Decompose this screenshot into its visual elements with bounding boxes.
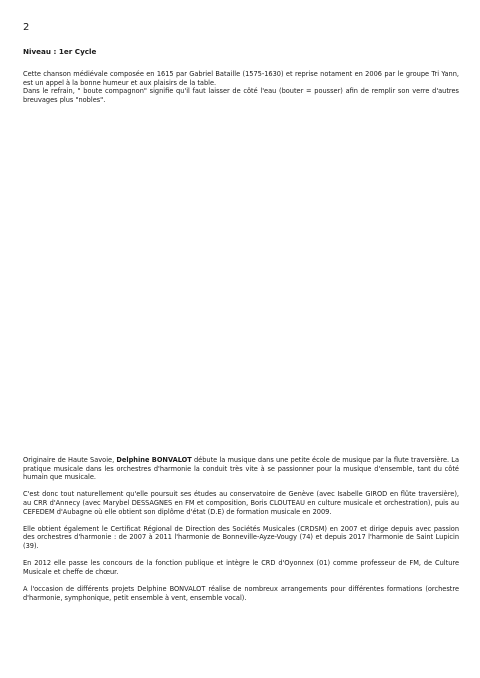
- page-number: 2: [23, 22, 30, 33]
- bio-paragraph-arrangements: A l'occasion de différents projets Delphine BONVALOT réalise de nombreux arrangements pour différentes formations (orchestre d'harmonie, symphonique, petit ensemble à vent, ensemble vocal).: [23, 584, 459, 602]
- bio-paragraph-origin: [23, 456, 459, 482]
- author-name: Delphine BONVALOT: [116, 456, 192, 464]
- bio-origin-text: Originaire de Haute Savoie,: [23, 456, 117, 464]
- level-heading: Niveau : 1er Cycle: [23, 47, 97, 56]
- bio-paragraph-career: En 2012 elle passe les concours de la fonction publique et intègre le CRD d'Oyonnex (01) comme professeur de FM, de Culture Musicale et cheffe de chœur.: [23, 559, 459, 576]
- bio-paragraph-direction: Elle obtient également le Certificat Régional de Direction des Sociétés Musicales (CRDSM) en 2007 et dirige depuis avec passion des orchestres d'harmonie : de 2007 à 2011 l'harmonie de Bonneville-Ayze-Vougy (74) et depuis 2017 l'harmonie de Saint Lupicin (39).: [23, 524, 459, 550]
- biography-section: [23, 456, 459, 611]
- bio-paragraph-studies: C'est donc tout naturellement qu'elle poursuit ses études au conservatoire de Genève (avec Isabelle GIROD en flûte traversière), au CRR d'Annecy (avec Marybel DESSAGNES en FM et composition, Boris CLOUTEAU en culture musicale et orchestration), puis au CEFEDEM d'Aubagne où elle obtient son diplôme d'état (D.E) de formation musicale en 2009.: [23, 490, 459, 516]
- intro-refrain-paragraph: Dans le refrain, " boute compagnon" signifie qu'il faut laisser de côté l'eau (bouter = pousser) afin de remplir son verre d'autres breuvages plus "nobles".: [23, 87, 459, 104]
- bio-origin-text-continued: débute la musique dans une petite école de musique par la flute traversière. La pratique musicale dans les orchestres d'harmonie la conduit très vite à se passionner pour la musique d'ensemble, tant du côté humain que musicale.: [23, 456, 459, 482]
- intro-paragraph: Cette chanson médiévale composée en 1615 par Gabriel Bataille (1575-1630) et reprise notament en 2006 par le groupe Tri Yann, est un appel à la bonne humeur et aux plaisirs de la table.: [23, 70, 459, 87]
- intro-section: [23, 70, 459, 104]
